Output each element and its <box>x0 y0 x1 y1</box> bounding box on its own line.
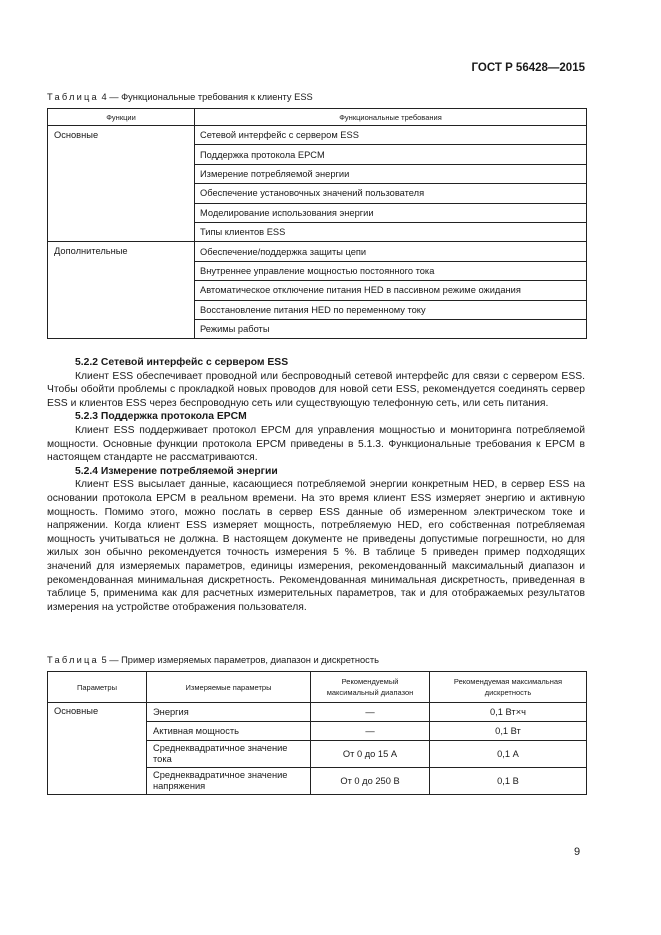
section-5-2-3-title: 5.2.3 Поддержка протокола EPCM <box>75 411 247 423</box>
table5-col-step: Рекомендуемая максимальная дискретность <box>430 672 587 703</box>
table5-col-range: Рекомендуемый максимальный диапазон <box>311 672 430 703</box>
table5-param: Энергия <box>147 703 311 722</box>
table5-col-parameters: Параметры <box>48 672 147 703</box>
table4 <box>47 108 587 339</box>
table-row <box>48 242 587 261</box>
section-5-2-3-text: Клиент ESS поддерживает протокол EPCM для управления мощностью и мониторинга потребляемой мощности. Основные функции протокола EPCM приведены в 5.1.3. Функциональные требования к EPCM в настоящем стандарте не рассматриваются. <box>47 424 585 464</box>
table4-requirement: Обеспечение/поддержка защиты цепи <box>195 242 587 261</box>
table4-requirement: Восстановление питания HED по переменному току <box>195 300 587 319</box>
table4-category-basic: Основные <box>48 126 195 242</box>
table5-param: Среднеквадратичное значение напряжения <box>147 768 311 795</box>
section-5-2-2-text: Клиент ESS обеспечивает проводной или беспроводный сетевой интерфейс для связи с сервером ESS. Чтобы обойти проблемы с прокладкой новых проводов для новой сети ESS, рекомендуется соединять сервер ESS и клиентов ESS через беспроводную сеть или существующую телефонную сеть, или сеть питания. <box>47 370 585 409</box>
table4-col-functions: Функции <box>48 109 195 126</box>
table5-caption-text: — Пример измеряемых параметров, диапазон и дискретность <box>106 655 379 665</box>
section-5-2-4-text: Клиент ESS высылает данные, касающиеся потребляемой энергии конкретным HED, в сервер ESS на основании протокола EPCM в реальном времени. На это время клиент ESS измеряет энергию и активную мощность. Помимо этого, можно послать в сервер ESS данные об измеренном электрическом токе и напряжении. Когда клиент ESS измеряет мощность, потребляемую HED, его собственная потребляемая мощность учитываться не должна. В настоящем документе не приведены допустимые погрешности, но для жилых зон обычно рекомендуется точность измерения 5 %. В таблице 5 приведен пример подходящих значений для измеряемых параметров, единицы измерения, рекомендованный максимальный диапазон и рекомендованная минимальная дискретность. Рекомендованная минимальная дискретность, приведенная в таблице 5, применима как для расчетных измерительных параметров, так и для отображаемых результатов измерения на устройстве отображения пользователя. <box>47 479 585 613</box>
table4-header-row <box>48 109 587 126</box>
table4-caption-text: — Функциональные требования к клиенту ESS <box>106 92 313 102</box>
table5-header-row <box>48 672 587 703</box>
table4-requirement: Внутреннее управление мощностью постоянного тока <box>195 261 587 280</box>
table4-caption-prefix: Таблица <box>47 92 99 102</box>
body-text <box>47 356 585 614</box>
table4-col-requirements: Функциональные требования <box>195 109 587 126</box>
table4-caption <box>47 92 313 102</box>
table5-col-measured: Измеряемые параметры <box>147 672 311 703</box>
table5 <box>47 671 587 795</box>
table4-requirement: Сетевой интерфейс с сервером ESS <box>195 126 587 145</box>
table4-requirement: Измерение потребляемой энергии <box>195 164 587 183</box>
table5-range: — <box>311 703 430 722</box>
table4-requirement: Автоматическое отключение питания HED в пассивном режиме ожидания <box>195 281 587 300</box>
table5-param: Среднеквадратичное значение тока <box>147 741 311 768</box>
table-row <box>48 703 587 722</box>
table5-caption <box>47 655 379 665</box>
table5-category: Основные <box>48 703 147 795</box>
page-number: 9 <box>574 846 581 858</box>
table5-range: От 0 до 250 В <box>311 768 430 795</box>
table5-range: От 0 до 15 А <box>311 741 430 768</box>
table5-caption-num: 5 <box>101 655 107 665</box>
section-5-2-2-title: 5.2.2 Сетевой интерфейс с сервером ESS <box>75 357 289 368</box>
section-5-2-4-title: 5.2.4 Измерение потребляемой энергии <box>75 465 278 477</box>
table5-step: 0,1 А <box>430 741 587 768</box>
table5-caption-prefix: Таблица <box>47 655 99 665</box>
table5-param: Активная мощность <box>147 722 311 741</box>
table4-requirement: Режимы работы <box>195 319 587 338</box>
table4-requirement: Типы клиентов ESS <box>195 222 587 241</box>
table4-requirement: Поддержка протокола EPCM <box>195 145 587 164</box>
table4-category-additional: Дополнительные <box>48 242 195 339</box>
table5-step: 0,1 Вт×ч <box>430 703 587 722</box>
table-row <box>48 126 587 145</box>
table4-requirement: Моделирование использования энергии <box>195 203 587 222</box>
table4-requirement: Обеспечение установочных значений пользователя <box>195 184 587 203</box>
table5-range: — <box>311 722 430 741</box>
table4-caption-num: 4 <box>101 92 107 102</box>
table5-step: 0,1 В <box>430 768 587 795</box>
table5-step: 0,1 Вт <box>430 722 587 741</box>
standard-designation: ГОСТ Р 56428—2015 <box>471 62 585 74</box>
